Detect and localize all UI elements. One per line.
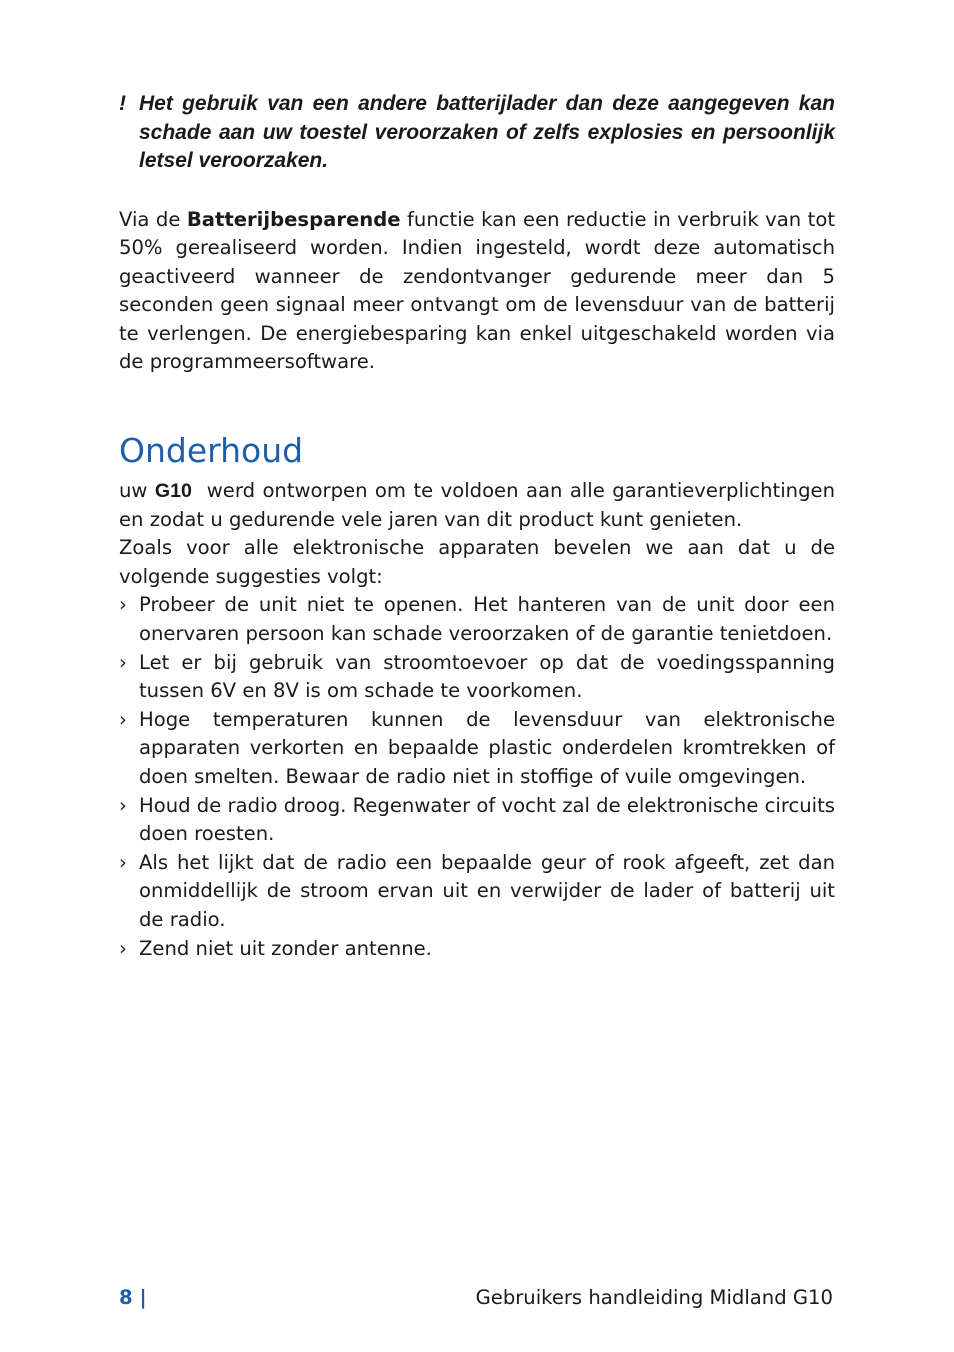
- page-footer: [119, 1283, 833, 1313]
- list-item-text: Zend niet uit zonder antenne.: [139, 936, 432, 960]
- bullet-icon: ›: [119, 650, 127, 674]
- battery-saver-paragraph: [119, 206, 835, 378]
- battery-saver-text: functie kan een reductie in verbruik van tot 50% gerealiseerd worden. Indien ingesteld, wordt deze automatisch geactiveerd wanneer de zendontvanger gedurende meer dan 5 seconden geen signaal meer ontvangt om de levensduur van de batterij te verlengen. De energiebesparing kan enkel uitgeschakeld worden via de programmeersoftware.: [119, 207, 836, 374]
- list-item-text: Probeer de unit niet te openen. Het hanteren van de unit door een onervaren persoon kan schade veroorzaken of de garantie tenietdoen.: [139, 593, 835, 646]
- page-number: 8 |: [119, 1286, 147, 1309]
- warning-note: [119, 90, 835, 176]
- list-item: [119, 792, 835, 849]
- battery-saver-term: Batterijbesparende: [186, 207, 401, 231]
- section-title: Onderhoud: [119, 431, 304, 471]
- list-item-text: Als het lijkt dat de radio een bepaalde geur of rook afgeeft, zet dan onmiddellijk de stroom ervan uit en verwijder de lader of batterij uit de radio.: [139, 850, 835, 931]
- list-item: [119, 706, 835, 792]
- maintenance-intro-2: Zoals voor alle elektronische apparaten bevelen we aan dat u de volgende suggesties volgt:: [119, 536, 835, 588]
- warning-text: Het gebruik van een andere batterijlader dan deze aangegeven kan schade aan uw toestel veroorzaken of zelfs explosies en persoonlijk letsel veroorzaken.: [139, 92, 835, 172]
- bullet-icon: ›: [119, 850, 127, 874]
- model-name: G10: [154, 480, 192, 503]
- warning-mark: !: [119, 92, 126, 115]
- intro-post: werd ontworpen om te voldoen aan alle garantieverplichtingen en zodat u gedurende vele jaren van dit product kunt genieten.: [119, 479, 842, 531]
- list-item-text: Let er bij gebruik van stroomtoevoer op dat de voedingsspanning tussen 6V en 8V is om schade te voorkomen.: [139, 650, 835, 703]
- bullet-icon: ›: [119, 793, 127, 817]
- maintenance-intro: [119, 477, 842, 534]
- list-item-text: Houd de radio droog. Regenwater of vocht zal de elektronische circuits doen roesten.: [139, 793, 835, 846]
- bullet-icon: ›: [119, 707, 127, 731]
- list-item: [119, 849, 835, 935]
- battery-saver-pre: Via de: [119, 207, 187, 231]
- bullet-icon: ›: [119, 936, 127, 960]
- footer-title: Gebruikers handleiding Midland G10: [475, 1286, 833, 1309]
- maintenance-list: [119, 591, 835, 963]
- list-item: [119, 591, 835, 648]
- list-item-text: Hoge temperaturen kunnen de levensduur van elektronische apparaten verkorten en bepaalde plastic onderdelen kromtrekken of doen smelten. Bewaar de radio niet in stoffige of vuile omgevingen.: [139, 707, 835, 788]
- list-item: [119, 649, 835, 706]
- bullet-icon: ›: [119, 593, 127, 617]
- intro-pre: uw: [119, 479, 155, 503]
- list-item: [119, 935, 835, 964]
- page-content: [119, 90, 842, 963]
